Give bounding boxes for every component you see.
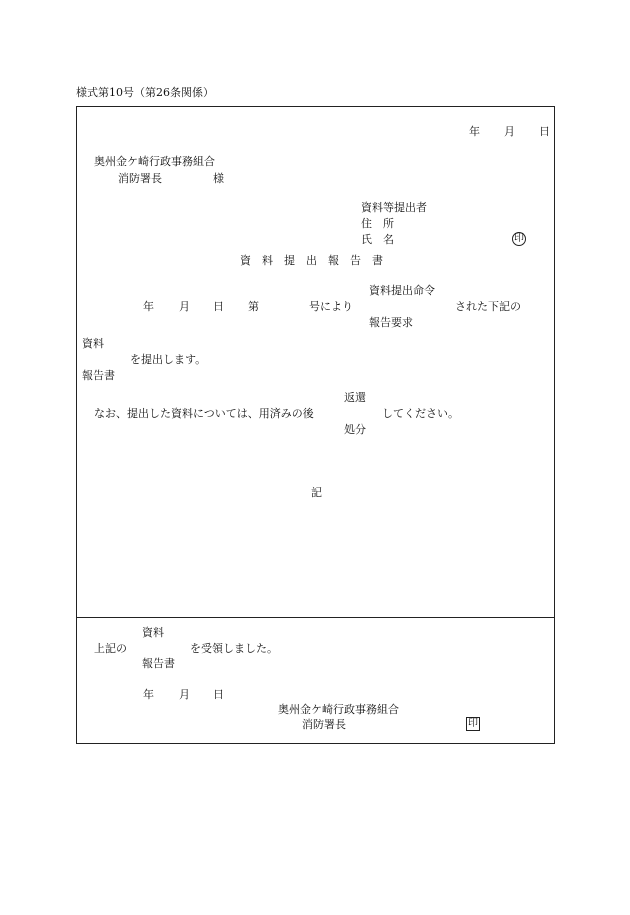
- submitter-name-label: 氏 名: [361, 233, 394, 246]
- addressee-title: 消防署長: [118, 172, 162, 185]
- section-divider: [77, 617, 554, 618]
- order-go: 号により: [309, 300, 353, 313]
- submitter-address-label: 住 所: [361, 217, 394, 230]
- receipt-option-materials: 資料: [142, 626, 164, 639]
- order-dai: 第: [248, 300, 259, 313]
- submitter-seal-mark: 印: [514, 233, 524, 244]
- option-dispose: 処分: [344, 423, 366, 436]
- receipt-day: 日: [213, 688, 224, 701]
- receipt-organization: 奥州金ケ崎行政事務組合: [278, 703, 399, 716]
- submitter-label: 資料等提出者: [361, 201, 427, 214]
- receipt-seal-mark: 印: [468, 718, 478, 729]
- top-date-month: 月: [504, 125, 515, 138]
- form-frame: [76, 106, 555, 744]
- receipt-title: 消防署長: [302, 718, 346, 731]
- option-order: 資料提出命令: [369, 284, 435, 297]
- return-text-after: してください。: [382, 407, 459, 420]
- order-year: 年: [143, 300, 154, 313]
- receipt-text: を受領しました。: [190, 642, 278, 655]
- receipt-month: 月: [179, 688, 190, 701]
- submit-option-materials: 資料: [82, 337, 104, 350]
- top-date-year: 年: [469, 125, 480, 138]
- form-number: 様式第10号（第26条関係）: [76, 86, 214, 99]
- top-date-day: 日: [539, 125, 550, 138]
- addressee-honorific: 様: [213, 172, 224, 185]
- order-suffix: された下記の: [455, 300, 521, 313]
- option-return: 返還: [344, 391, 366, 404]
- order-day: 日: [213, 300, 224, 313]
- ki-heading: 記: [311, 486, 322, 499]
- document-title: 資 料 提 出 報 告 書: [240, 254, 383, 267]
- receipt-year: 年: [143, 688, 154, 701]
- receipt-prefix: 上記の: [94, 642, 127, 655]
- option-request: 報告要求: [369, 316, 413, 329]
- return-text-before: なお、提出した資料については、用済みの後: [94, 407, 314, 420]
- submit-option-report: 報告書: [82, 369, 115, 382]
- addressee-organization: 奥州金ケ崎行政事務組合: [94, 155, 215, 168]
- order-month: 月: [179, 300, 190, 313]
- receipt-option-report: 報告書: [142, 657, 175, 670]
- submit-text: を提出します。: [130, 353, 207, 366]
